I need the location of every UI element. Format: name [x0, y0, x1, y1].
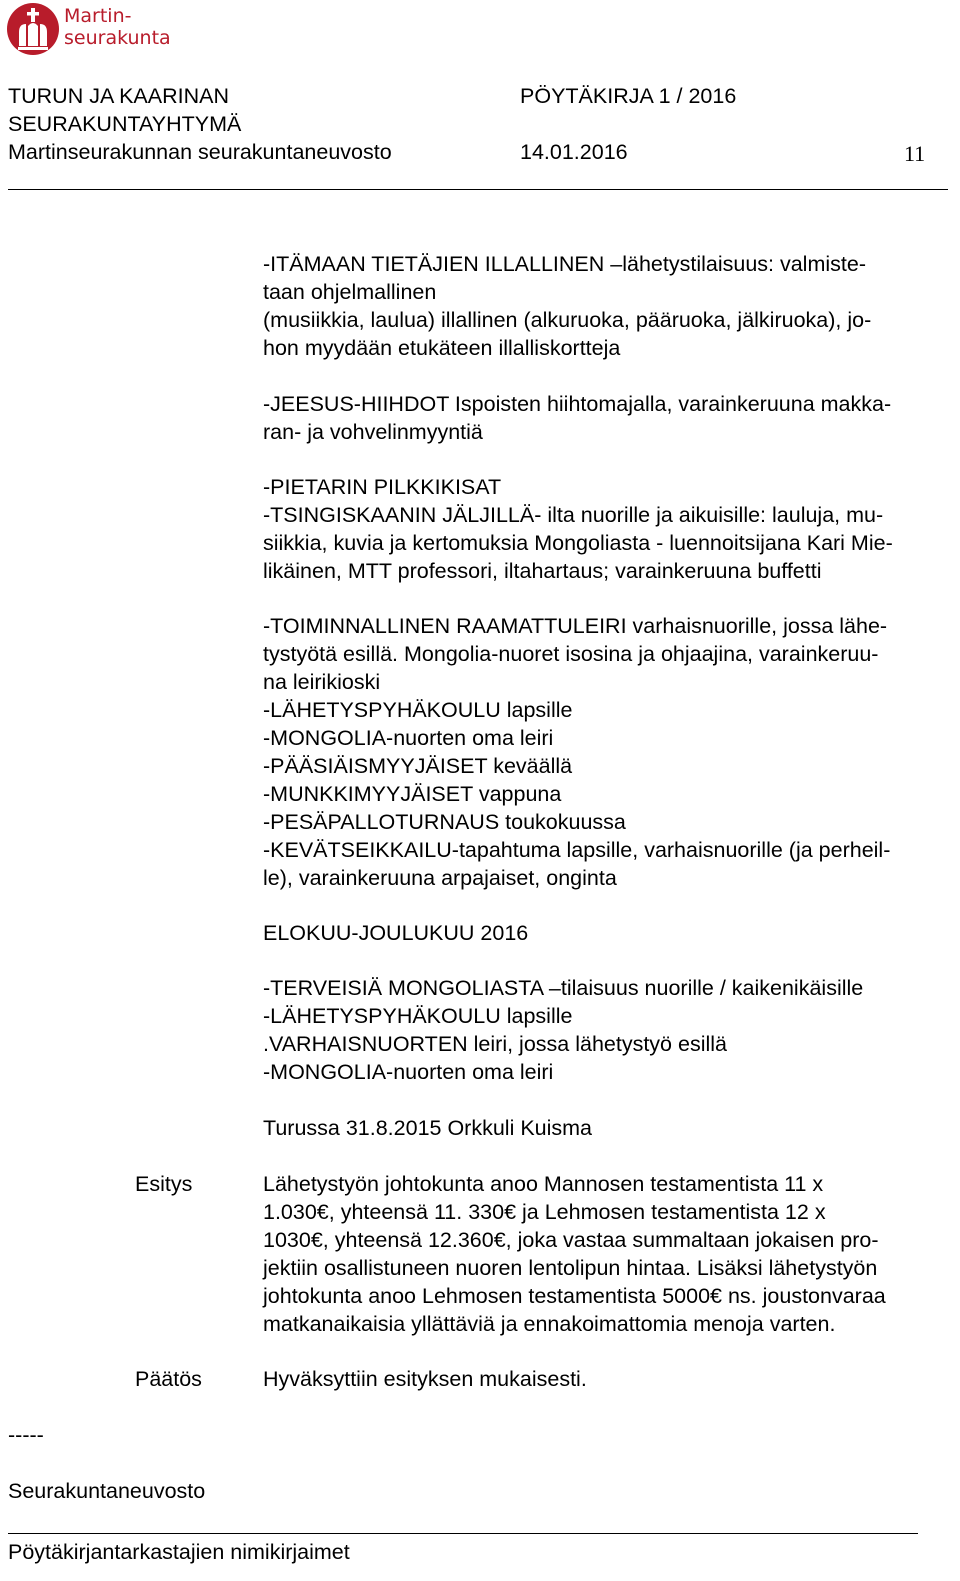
- logo-wordmark: [64, 5, 171, 49]
- body-line: -TERVEISIÄ MONGOLIASTA –tilaisuus nuorille / kaikenikäisille: [263, 976, 864, 1000]
- page-number: 11: [904, 141, 926, 166]
- body-line: na leirikioski: [263, 670, 381, 694]
- body-line: le), varainkeruuna arpajaiset, onginta: [263, 866, 617, 890]
- body-line: siikkia, kuvia ja kertomuksia Mongoliasta - luennoitsijana Kari Mie-: [263, 531, 893, 555]
- esitys-line: johtokunta anoo Lehmosen testamentista 5000€ ns. joustonvaraa: [263, 1284, 886, 1308]
- body-line: tystyötä esillä. Mongolia-nuoret isosina ja ohjaajina, varainkeruu-: [263, 642, 879, 666]
- esitys-line: jektiin osallistuneen nuoren lentolipun hintaa. Lisäksi lähetystyön: [263, 1256, 878, 1280]
- esitys-line: 1.030€, yhteensä 11. 330€ ja Lehmosen testamentista 12 x: [263, 1200, 826, 1224]
- esitys-line: matkanaikaisia yllättäviä ja ennakoimattomia menoja varten.: [263, 1312, 836, 1336]
- esitys-line: Lähetystyön johtokunta anoo Mannosen testamentista 11 x: [263, 1172, 824, 1196]
- footer-council-label: Seurakuntaneuvosto: [8, 1479, 206, 1503]
- paatos-text: Hyväksyttiin esityksen mukaisesti.: [263, 1367, 587, 1391]
- footer-dashes: -----: [8, 1423, 44, 1447]
- logo-line-1: Martin-: [64, 5, 132, 27]
- body-line: -PESÄPALLOTURNAUS toukokuussa: [263, 810, 626, 834]
- body-line: -MONGOLIA-nuorten oma leiri: [263, 1060, 554, 1084]
- body-line: -LÄHETYSPYHÄKOULU lapsille: [263, 698, 573, 722]
- meeting-date: 14.01.2016: [520, 140, 628, 164]
- body-line: -TOIMINNALLINEN RAAMATTULEIRI varhaisnuorille, jossa lähe-: [263, 614, 888, 638]
- document-title: PÖYTÄKIRJA 1 / 2016: [520, 84, 737, 108]
- body-line: ran- ja vohvelinmyyntiä: [263, 420, 483, 444]
- signature-line: Turussa 31.8.2015 Orkkuli Kuisma: [263, 1116, 593, 1140]
- body-line: -TSINGISKAANIN JÄLJILLÄ- ilta nuorille ja aikuisille: lauluja, mu-: [263, 503, 884, 527]
- logo-line-2: seurakunta: [64, 27, 171, 49]
- footer-divider: [8, 1533, 918, 1534]
- esitys-line: 1030€, yhteensä 12.360€, joka vastaa summaltaan jokaisen pro-: [263, 1228, 879, 1252]
- martinseurakunta-logo: [6, 2, 246, 58]
- footer-initials-label: Pöytäkirjantarkastajien nimikirjaimet: [8, 1540, 350, 1564]
- body-line: -PÄÄSIÄISMYYJÄISET keväällä: [263, 754, 573, 778]
- body-line: (musiikkia, laulua) illallinen (alkuruoka, pääruoka, jälkiruoka), jo-: [263, 308, 872, 332]
- body-line: -PIETARIN PILKKIKISAT: [263, 475, 502, 499]
- header-divider: [8, 189, 948, 190]
- body-line: -ITÄMAAN TIETÄJIEN ILLALLINEN –lähetystilaisuus: valmiste-: [263, 252, 866, 276]
- body-line: hon myydään etukäteen illalliskortteja: [263, 336, 621, 360]
- body-line: -KEVÄTSEIKKAILU-tapahtuma lapsille, varhaisnuorille (ja perheil-: [263, 838, 891, 862]
- esitys-label: Esitys: [135, 1172, 193, 1196]
- body-line: -JEESUS-HIIHDOT Ispoisten hiihtomajalla, varainkeruuna makka-: [263, 392, 892, 416]
- section-heading: ELOKUU-JOULUKUU 2016: [263, 921, 529, 945]
- council-name: Martinseurakunnan seurakuntaneuvosto: [8, 140, 392, 164]
- body-line: -MUNKKIMYYJÄISET vappuna: [263, 782, 562, 806]
- paatos-label: Päätös: [135, 1367, 202, 1391]
- body-line: -LÄHETYSPYHÄKOULU lapsille: [263, 1004, 573, 1028]
- body-line: -MONGOLIA-nuorten oma leiri: [263, 726, 554, 750]
- org-name-line-2: SEURAKUNTAYHTYMÄ: [8, 112, 242, 136]
- church-seal-icon: [6, 2, 60, 56]
- body-line: likäinen, MTT professori, iltahartaus; varainkeruuna buffetti: [263, 559, 822, 583]
- org-name-line-1: TURUN JA KAARINAN: [8, 84, 230, 108]
- body-line: .VARHAISNUORTEN leiri, jossa lähetystyö esillä: [263, 1032, 727, 1056]
- body-line: taan ohjelmallinen: [263, 280, 437, 304]
